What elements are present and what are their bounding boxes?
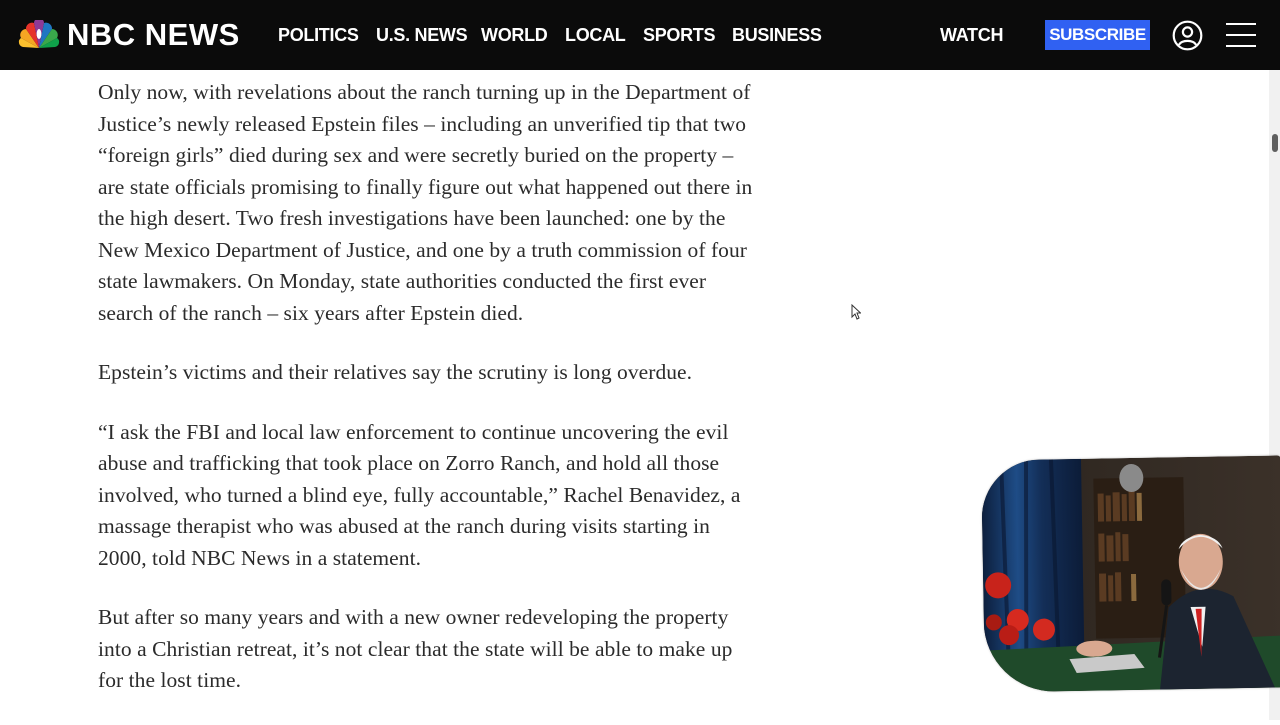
picture-in-picture-video[interactable]: [981, 455, 1280, 692]
hamburger-menu-icon[interactable]: [1226, 22, 1256, 48]
subscribe-button[interactable]: SUBSCRIBE: [1045, 20, 1150, 50]
nav-business[interactable]: BUSINESS: [732, 25, 822, 45]
brand-logo[interactable]: [18, 18, 240, 52]
watch-link[interactable]: WATCH: [940, 25, 1004, 45]
nav-politics[interactable]: POLITICS: [278, 25, 359, 45]
article-paragraph: Epstein’s victims and their relatives say the scrutiny is long overdue.: [98, 360, 693, 384]
page-scrollbar-thumb[interactable]: [1272, 134, 1278, 152]
nav-sports[interactable]: SPORTS: [643, 25, 716, 45]
nav-local[interactable]: LOCAL: [565, 25, 626, 45]
article-body: [98, 77, 758, 725]
account-icon[interactable]: [1172, 20, 1203, 51]
video-frame-illustration: [981, 455, 1280, 692]
mouse-cursor-icon: [851, 304, 861, 320]
brand-wordmark: NBC NEWS: [67, 17, 240, 52]
article-paragraph: Only now, with revelations about the ranch turning up in the Department of Justice’s newly released Epstein files – including an unverified tip that two “foreign girls” died during sex and were secretly buried on the property – are state officials promising to finally figure out what happened out there in the high desert. Two fresh investigations have been launched: one by the New Mexico Department of Justice, and one by a truth commission of four state lawmakers. On Monday, state authorities conducted the first ever search of the ranch – six years after Epstein died.: [98, 80, 753, 325]
article-quote-paragraph: “I ask the FBI and local law enforcement to continue uncovering the evil abuse and trafficking that took place on Zorro Ranch, and hold all those involved, who turned a blind eye, fully accountable,” Rachel Benavidez, a massage therapist who was abused at the ranch during visits starting in 2000, told NBC News in a statement.: [98, 419, 741, 570]
nav-us-news[interactable]: U.S. NEWS: [376, 25, 468, 45]
top-navigation-bar: [0, 0, 1280, 70]
article-paragraph: But after so many years and with a new owner redeveloping the property into a Christian retreat, it’s not clear that the state will be able to make up for the lost time.: [98, 605, 733, 692]
nbc-peacock-icon: [18, 20, 60, 50]
nav-world[interactable]: WORLD: [481, 25, 548, 45]
